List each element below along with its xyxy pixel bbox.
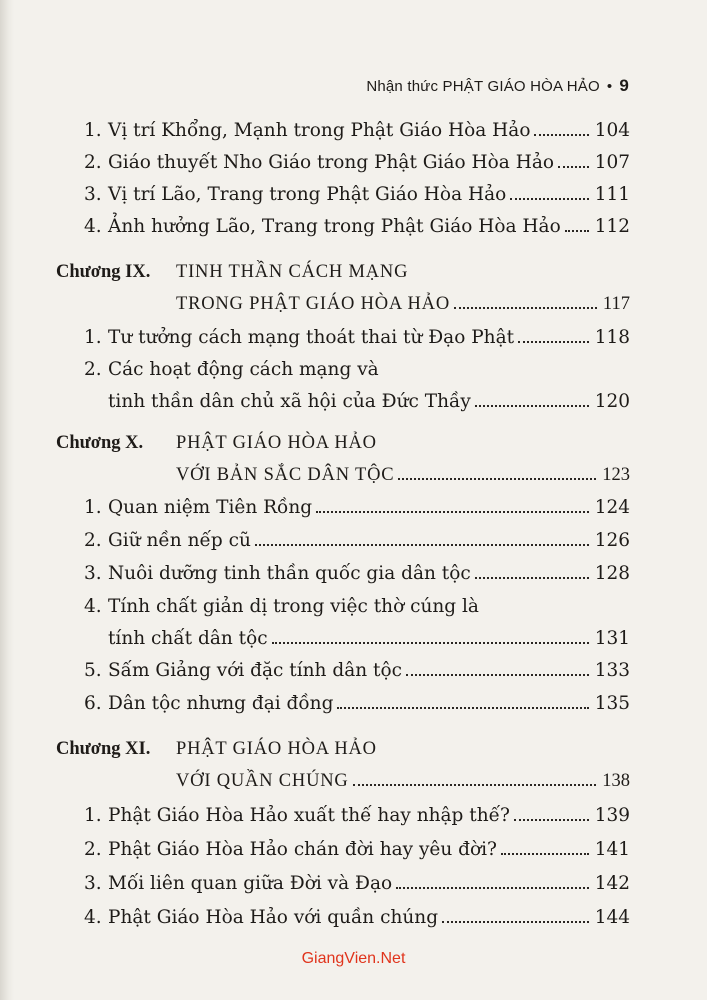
chapter-title-line2: VỚI BẢN SẮC DÂN TỘC <box>176 465 395 485</box>
entry-number: 2. <box>84 530 102 551</box>
entry-title: Vị trí Khổng, Mạnh trong Phật Giáo Hòa Hảo <box>108 120 531 141</box>
entry-page: 124 <box>594 497 630 518</box>
toc-entry[interactable] <box>84 693 630 714</box>
dot-leader <box>454 307 597 309</box>
dot-leader <box>501 853 589 855</box>
chapter-title[interactable] <box>176 294 630 315</box>
dot-leader <box>514 819 589 821</box>
entry-title: Dân tộc nhưng đại đồng <box>108 693 334 714</box>
entry-title: Nuôi dưỡng tinh thần quốc gia dân tộc <box>108 563 471 584</box>
dot-leader <box>337 707 588 709</box>
entry-number: 1. <box>84 497 102 518</box>
entry-number: 6. <box>84 693 102 714</box>
entry-number: 3. <box>84 563 102 584</box>
dot-leader <box>475 405 589 407</box>
entry-number: 3. <box>84 873 102 894</box>
chapter-title[interactable] <box>176 771 630 792</box>
dot-leader <box>406 674 589 676</box>
chapter-page: 123 <box>602 465 630 485</box>
toc-entry[interactable] <box>84 805 630 826</box>
toc-entry-first-line <box>84 359 379 380</box>
toc-entry[interactable] <box>84 497 630 518</box>
entry-title: Vị trí Lão, Trang trong Phật Giáo Hòa Hảo <box>108 184 507 205</box>
dot-leader <box>534 134 588 136</box>
entry-number: 4. <box>84 907 102 928</box>
entry-page: 111 <box>594 184 630 205</box>
entry-number: 5. <box>84 660 102 681</box>
dot-leader <box>510 198 588 200</box>
chapter-label: Chương IX. <box>56 262 151 282</box>
running-header <box>366 76 629 96</box>
entry-page: 128 <box>594 563 630 584</box>
entry-title: tính chất dân tộc <box>108 628 268 649</box>
toc-entry[interactable] <box>84 563 630 584</box>
chapter-title[interactable] <box>176 465 630 486</box>
entry-title-line1: Tính chất giản dị trong việc thờ cúng là <box>108 596 479 617</box>
dot-leader <box>442 921 589 923</box>
dot-leader <box>475 577 589 579</box>
entry-title: tinh thần dân chủ xã hội của Đức Thầy <box>108 391 471 412</box>
entry-number: 3. <box>84 184 102 205</box>
toc-entry[interactable] <box>84 184 630 205</box>
chapter-page: 117 <box>602 294 630 314</box>
entry-title: Giữ nền nếp cũ <box>108 530 251 551</box>
entry-title: Phật Giáo Hòa Hảo chán đời hay yêu đời? <box>108 839 497 860</box>
toc-entry[interactable] <box>84 327 630 348</box>
entry-number: 2. <box>84 152 102 173</box>
toc-entry-first-line <box>84 596 479 617</box>
toc-entry[interactable] <box>84 216 630 237</box>
toc-entry[interactable] <box>108 628 630 649</box>
entry-number: 1. <box>84 120 102 141</box>
entry-title-line1: Các hoạt động cách mạng và <box>108 359 379 380</box>
page-number: 9 <box>619 76 629 95</box>
entry-page: 139 <box>594 805 630 826</box>
entry-title: Giáo thuyết Nho Giáo trong Phật Giáo Hòa Hảo <box>108 152 555 173</box>
watermark: GiangVien.Net <box>301 950 406 967</box>
entry-title: Sấm Giảng với đặc tính dân tộc <box>108 660 402 681</box>
entry-page: 135 <box>594 693 630 714</box>
page-edge <box>0 0 14 1000</box>
toc-entry[interactable] <box>108 391 630 412</box>
header-separator: • <box>606 78 613 95</box>
toc-entry[interactable] <box>84 530 630 551</box>
chapter-page: 138 <box>602 771 630 791</box>
entry-title: Quan niệm Tiên Rồng <box>108 497 313 518</box>
entry-number: 4. <box>84 216 102 237</box>
entry-page: 144 <box>594 907 630 928</box>
chapter-label: Chương XI. <box>56 739 151 759</box>
entry-title: Tư tưởng cách mạng thoát thai từ Đạo Phật <box>108 327 515 348</box>
dot-leader <box>518 341 589 343</box>
entry-page: 126 <box>594 530 630 551</box>
dot-leader <box>353 784 597 786</box>
entry-page: 120 <box>594 391 630 412</box>
chapter-title-line2: VỚI QUẦN CHÚNG <box>176 771 349 791</box>
entry-title: Mối liên quan giữa Đời và Đạo <box>108 873 393 894</box>
entry-number: 2. <box>84 839 102 860</box>
dot-leader <box>396 887 589 889</box>
toc-entry[interactable] <box>84 120 630 141</box>
entry-page: 133 <box>594 660 630 681</box>
entry-page: 104 <box>594 120 630 141</box>
dot-leader <box>272 642 589 644</box>
entry-number: 1. <box>84 327 102 348</box>
entry-number: 2. <box>84 359 102 380</box>
chapter-title-line1: TINH THẦN CÁCH MẠNG <box>176 262 409 282</box>
toc-entry[interactable] <box>84 839 630 860</box>
toc-entry[interactable] <box>84 873 630 894</box>
entry-title: Phật Giáo Hòa Hảo xuất thế hay nhập thế? <box>108 805 510 826</box>
entry-page: 118 <box>594 327 630 348</box>
entry-page: 131 <box>594 628 630 649</box>
chapter-label: Chương X. <box>56 433 144 453</box>
dot-leader <box>565 230 589 232</box>
dot-leader <box>398 478 596 480</box>
entry-number: 4. <box>84 596 102 617</box>
chapter-title-line2: TRONG PHẬT GIÁO HÒA HẢO <box>176 294 450 314</box>
entry-title: Phật Giáo Hòa Hảo với quần chúng <box>108 907 439 928</box>
entry-page: 141 <box>594 839 630 860</box>
entry-page: 142 <box>594 873 630 894</box>
dot-leader <box>255 544 589 546</box>
dot-leader <box>558 166 589 168</box>
chapter-title-line1: PHẬT GIÁO HÒA HẢO <box>176 433 377 453</box>
entry-title: Ảnh hưởng Lão, Trang trong Phật Giáo Hòa Hảo <box>108 216 561 237</box>
chapter-title-line1: PHẬT GIÁO HÒA HẢO <box>176 739 377 759</box>
toc-entry[interactable] <box>84 152 630 173</box>
entry-page: 107 <box>594 152 630 173</box>
entry-number: 1. <box>84 805 102 826</box>
entry-page: 112 <box>594 216 630 237</box>
toc-entry[interactable] <box>84 660 630 681</box>
dot-leader <box>316 511 589 513</box>
toc-entry[interactable] <box>84 907 630 928</box>
running-title: Nhận thức PHẬT GIÁO HÒA HẢO <box>366 78 600 95</box>
